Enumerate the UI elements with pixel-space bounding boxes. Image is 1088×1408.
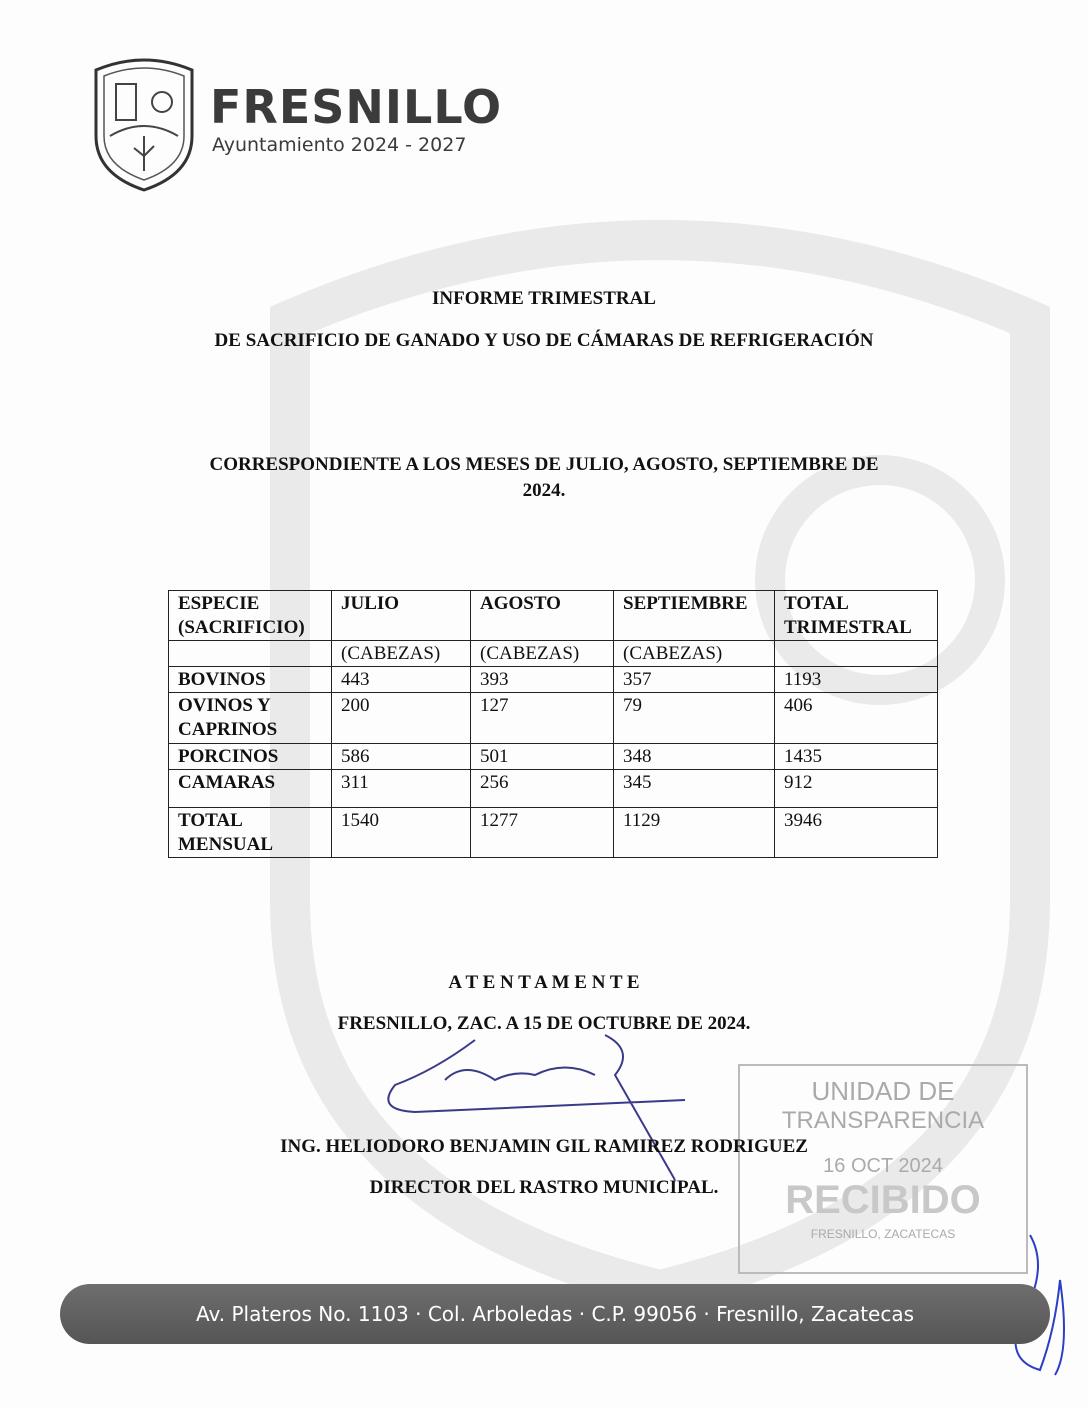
value-cell: 200 [332,693,471,744]
species-cell: PORCINOS [169,744,332,770]
unit-cell [775,641,938,667]
header-cell: JULIO [332,591,471,641]
stamp-line2: TRANSPARENCIA [781,1107,985,1134]
value-cell: 1193 [775,667,938,693]
received-stamp [738,1064,1028,1274]
report-subtitle: DE SACRIFICIO DE GANADO Y USO DE CÁMARAS DE REFRIGERACIÓN [214,330,874,351]
table-row [169,770,938,808]
value-cell: 79 [614,693,775,744]
value-cell: 501 [471,744,614,770]
species-cell: TOTAL MENSUAL [169,808,332,858]
value-cell: 345 [614,770,775,808]
header-cell: TOTAL TRIMESTRAL [775,591,938,641]
value-cell: 127 [471,693,614,744]
value-cell: 586 [332,744,471,770]
value-cell: 348 [614,744,775,770]
table-row [169,744,938,770]
place-date: FRESNILLO, ZAC. A 15 DE OCTUBRE DE 2024. [337,1013,751,1034]
units-row [169,641,938,667]
value-cell: 1129 [614,808,775,858]
total-row [169,808,938,858]
report-period-year: 2024. [522,480,566,501]
stamp-date: 16 OCT 2024 [823,1155,943,1177]
unit-cell: (CABEZAS) [471,641,614,667]
value-cell: 3946 [775,808,938,858]
brand-name: FRESNILLO [210,80,503,134]
stamp-line1: UNIDAD DE [811,1076,955,1106]
signature [375,1030,695,1200]
value-cell: 256 [471,770,614,808]
species-cell: CAMARAS [169,770,332,808]
header-cell: ESPECIE (SACRIFICIO) [169,591,332,641]
value-cell: 357 [614,667,775,693]
table-row [169,667,938,693]
species-cell: OVINOS Y CAPRINOS [169,693,332,744]
stamp-word: RECIBIDO [785,1178,981,1222]
value-cell: 406 [775,693,938,744]
municipal-logo-shield [90,56,198,192]
stamp-bottom: FRESNILLO, ZACATECAS [810,1227,956,1241]
value-cell: 1277 [471,808,614,858]
value-cell: 912 [775,770,938,808]
table-row [169,693,938,744]
value-cell: 443 [332,667,471,693]
report-title: INFORME TRIMESTRAL [432,288,656,309]
report-period: CORRESPONDIENTE A LOS MESES DE JULIO, AGOSTO, SEPTIEMBRE DE [209,454,879,475]
signer-position: DIRECTOR DEL RASTRO MUNICIPAL. [369,1177,719,1198]
header-cell: AGOSTO [471,591,614,641]
footer-address-bar: Av. Plateros No. 1103 · Col. Arboledas · C.P. 99056 · Fresnillo, Zacatecas [60,1284,1050,1344]
value-cell: 1540 [332,808,471,858]
unit-cell: (CABEZAS) [332,641,471,667]
signer-name: ING. HELIODORO BENJAMIN GIL RAMIREZ RODRIGUEZ [280,1136,808,1157]
value-cell: 1435 [775,744,938,770]
unit-cell: (CABEZAS) [614,641,775,667]
species-cell: BOVINOS [169,667,332,693]
brand-subtitle: Ayuntamiento 2024 - 2027 [212,134,467,156]
header-cell: SEPTIEMBRE [614,591,775,641]
unit-cell [169,641,332,667]
value-cell: 311 [332,770,471,808]
table-header-row [169,591,938,641]
slaughter-table [168,590,938,858]
salutation: A T E N T A M E N T E [448,972,640,993]
value-cell: 393 [471,667,614,693]
